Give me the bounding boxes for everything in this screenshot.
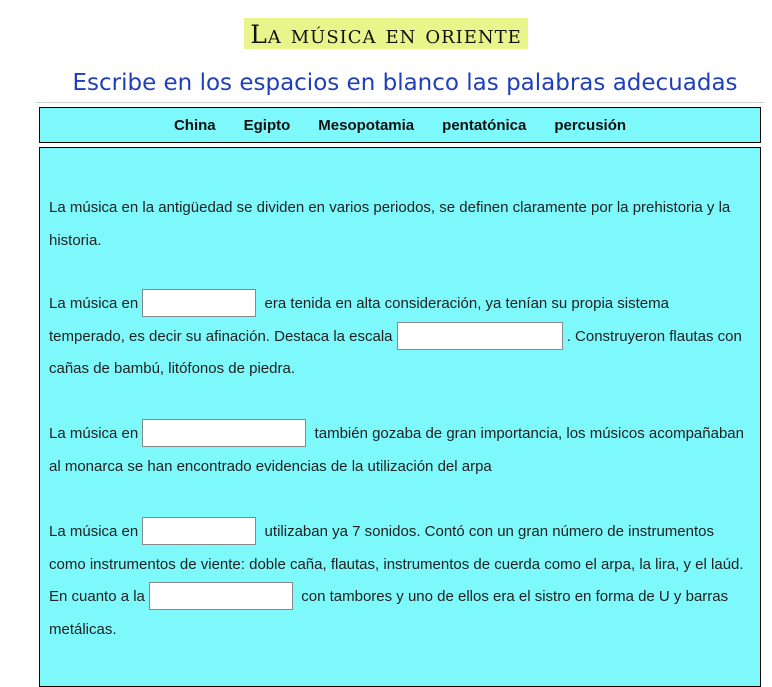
paragraph-text: La música en xyxy=(49,295,143,312)
word-bank-item[interactable]: percusión xyxy=(554,116,627,134)
page-title: La música en oriente xyxy=(244,18,528,49)
paragraph-text: La música en xyxy=(49,425,143,442)
paragraph-intro: La música en la antigüedad se dividen en varios periodos, se definen claramente por la prehistoria y la historia. xyxy=(49,199,731,249)
answer-blank-3[interactable] xyxy=(142,419,306,447)
paragraph-text: también gozaba de gran importancia, los músicos acompañaban al monarca se han encontrado evidencias de la utilización del arpa xyxy=(49,425,744,475)
paragraph-text: con tambores y uno de ellos era el sistro en forma de U y barras metálicas. xyxy=(49,588,729,638)
paragraph-china xyxy=(49,288,749,386)
answer-blank-2[interactable] xyxy=(397,322,563,350)
answer-blank-1[interactable] xyxy=(142,289,256,317)
title-area xyxy=(0,18,772,49)
paragraph-egipto xyxy=(49,418,749,483)
word-bank xyxy=(39,107,761,143)
paragraph-mesopotamia xyxy=(49,516,749,646)
paragraph-text: utilizaban ya 7 sonidos. Contó con un gran número de instrumentos como instrumentos de viente: doble caña, flautas, instrumentos de cuerda como el arpa, la lira, y el laúd. En cuanto a la xyxy=(49,523,744,605)
word-bank-item[interactable]: pentatónica xyxy=(442,116,527,134)
paragraph-text: era tenida en alta consideración, ya tenían su propia sistema temperado, es decir su afinación. Destaca la escala xyxy=(49,295,669,345)
answer-blank-5[interactable] xyxy=(149,582,293,610)
paragraph-text: . Construyeron flautas con cañas de bambú, litófonos de piedra. xyxy=(49,327,742,377)
instructions-subtitle: Escribe en los espacios en blanco las palabras adecuadas xyxy=(72,70,738,96)
word-bank-item[interactable]: China xyxy=(173,116,216,134)
exercise-panel xyxy=(39,147,761,687)
divider xyxy=(36,102,764,103)
paragraph-text: La música en xyxy=(49,523,143,540)
word-bank-item[interactable]: Egipto xyxy=(243,116,291,134)
answer-blank-4[interactable] xyxy=(142,517,256,545)
word-bank-item[interactable]: Mesopotamia xyxy=(318,116,415,134)
